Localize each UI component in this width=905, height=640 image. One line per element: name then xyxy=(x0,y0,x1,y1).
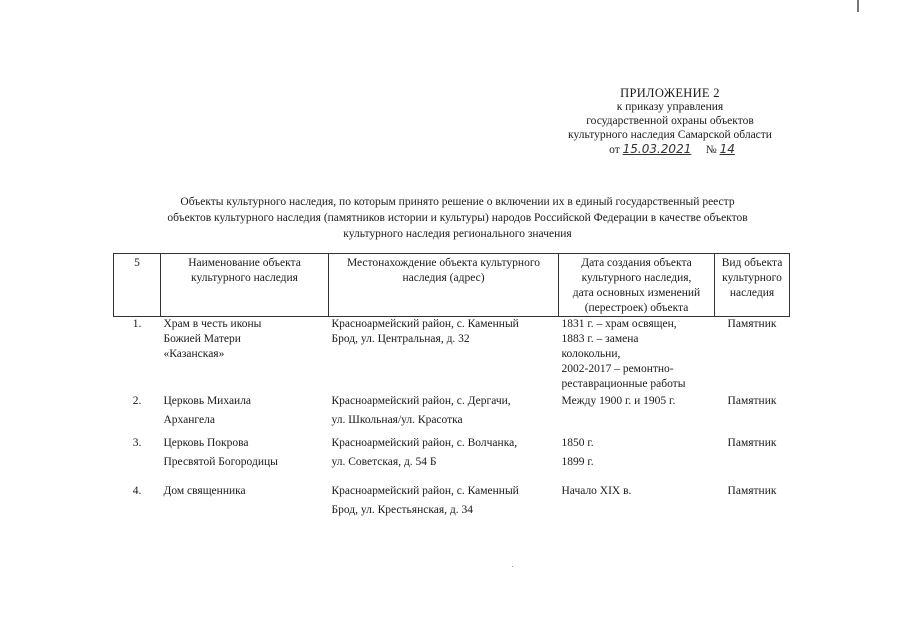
row-number: 3. xyxy=(132,437,142,449)
object-type: Памятник xyxy=(727,395,777,407)
authority-name-line1: государственной охраны объектов xyxy=(586,115,754,127)
object-type: Памятник xyxy=(727,318,777,330)
heritage-objects-table xyxy=(113,253,790,520)
header-location: Местонахождение объекта культурного наследия (адрес) xyxy=(329,254,559,317)
scan-speck xyxy=(512,566,513,567)
table-header-row xyxy=(114,254,790,317)
order-number: 14 xyxy=(719,142,735,156)
object-location: Красноармейский район, с. Волчанка, ул. Советская, д. 54 Б xyxy=(331,437,518,468)
header-date: Дата создания объекта культурного наследия, дата основных изменений (перестроек) объекта xyxy=(559,254,715,317)
document-title xyxy=(100,194,815,242)
object-dates: 1850 г. 1899 г. xyxy=(561,437,594,468)
object-name: Дом священника xyxy=(163,485,246,497)
row-number: 4. xyxy=(132,485,142,497)
number-prefix: № xyxy=(705,144,717,156)
object-name: Церковь Михаила Архангела xyxy=(163,395,252,426)
object-location: Красноармейский район, с. Каменный Брод, ул. Крестьянская, д. 34 xyxy=(331,485,519,516)
object-type: Памятник xyxy=(727,485,777,497)
object-type: Памятник xyxy=(727,437,777,449)
scan-edge-mark xyxy=(857,0,859,12)
table-row xyxy=(114,392,790,434)
appendix-number: ПРИЛОЖЕНИЕ 2 xyxy=(620,86,720,100)
title-line-3: культурного наследия регионального значения xyxy=(343,228,572,240)
appendix-header xyxy=(470,86,870,157)
order-date: 15.03.2021 xyxy=(622,142,692,156)
title-line-1: Объекты культурного наследия, по которым принято решение о включении их в единый государственный реестр xyxy=(180,196,735,208)
table-row xyxy=(114,317,790,393)
header-type: Вид объекта культурного наследия xyxy=(715,254,790,317)
title-line-2: объектов культурного наследия (памятников истории и культуры) народов Российской Федерации в качестве объектов xyxy=(167,212,748,224)
row-number: 2. xyxy=(132,395,142,407)
object-location: Красноармейский район, с. Дергачи, ул. Школьная/ул. Красотка xyxy=(331,395,511,426)
object-name: Храм в честь иконы Божией Матери «Казанская» xyxy=(163,318,262,360)
header-name: Наименование объекта культурного наследия xyxy=(161,254,329,317)
row-number: 1. xyxy=(132,318,142,330)
date-prefix: от xyxy=(609,144,620,156)
object-location: Красноармейский район, с. Каменный Брод, ул. Центральная, д. 32 xyxy=(331,318,519,345)
table-row xyxy=(114,482,790,520)
object-name: Церковь Покрова Пресвятой Богородицы xyxy=(163,437,278,468)
object-dates: 1831 г. – храм освящен, 1883 г. – замена колокольни, 2002-2017 – ремонтно- реставрационные работы xyxy=(561,318,686,390)
header-number: 5 xyxy=(114,254,161,317)
authority-name-line2: культурного наследия Самарской области xyxy=(568,129,772,141)
order-reference: к приказу управления xyxy=(616,101,724,113)
object-dates: Начало XIX в. xyxy=(561,485,632,497)
table-row xyxy=(114,434,790,482)
object-dates: Между 1900 г. и 1905 г. xyxy=(561,395,676,407)
order-date-number xyxy=(472,142,872,157)
